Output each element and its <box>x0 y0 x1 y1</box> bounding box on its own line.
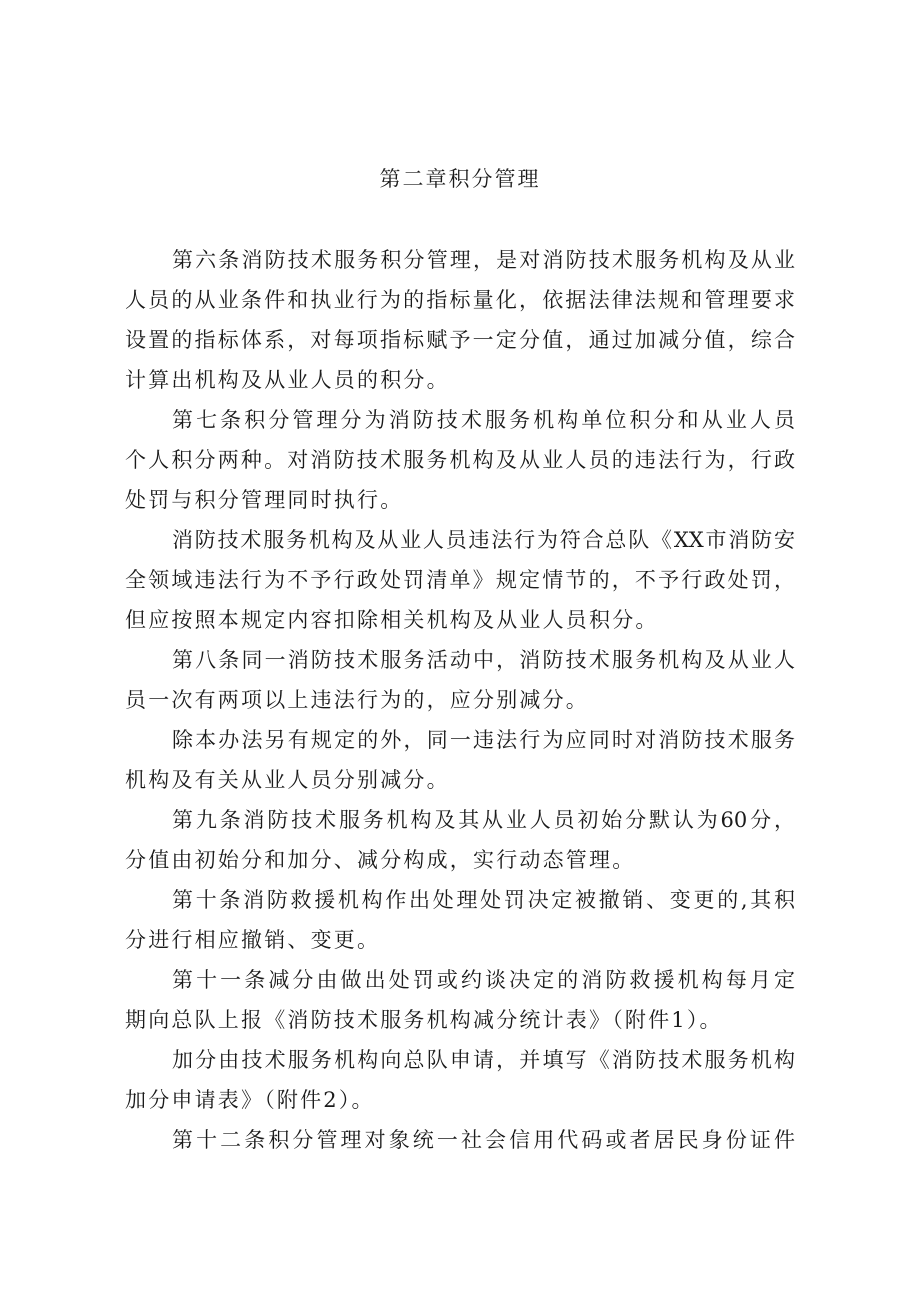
paragraph-line: 第九条消防技术服务机构及其从业人员初始分默认为60分， <box>172 808 795 832</box>
paragraph-line: 第八条同一消防技术服务活动中，消防技术服务机构及从业人 <box>172 648 795 672</box>
paragraph-line: 计算出机构及从业人员的积分。 <box>125 368 450 392</box>
paragraph-line: 第十一条减分由做出处罚或约谈决定的消防救援机构每月定 <box>172 968 795 992</box>
paragraph-line: 机构及有关从业人员分别减分。 <box>125 768 450 792</box>
paragraph-line: 员一次有两项以上违法行为的，应分别减分。 <box>125 688 589 712</box>
paragraph-line: 全领域违法行为不予行政处罚清单》规定情节的，不予行政处罚， <box>125 568 795 592</box>
paragraph-line: 第六条消防技术服务积分管理，是对消防技术服务机构及从业 <box>172 248 795 272</box>
paragraph-line: 个人积分两种。对消防技术服务机构及从业人员的违法行为，行政 <box>125 448 795 472</box>
paragraph-line: 加分申请表》（附件2）。 <box>125 1088 375 1112</box>
paragraph-line: 处罚与积分管理同时执行。 <box>125 488 404 512</box>
paragraph-line: 人员的从业条件和执业行为的指标量化，依据法律法规和管理要求 <box>125 288 795 312</box>
paragraph-line: 第十二条积分管理对象统一社会信用代码或者居民身份证件 <box>172 1128 795 1152</box>
paragraph-line: 期向总队上报《消防技术服务机构减分统计表》（附件1）。 <box>125 1008 723 1032</box>
chapter-title: 第二章积分管理 <box>379 167 541 191</box>
paragraph-line: 除本办法另有规定的外，同一违法行为应同时对消防技术服务 <box>172 728 795 752</box>
paragraph-line: 消防技术服务机构及从业人员违法行为符合总队《XX市消防安 <box>172 528 795 552</box>
paragraph-line: 设置的指标体系，对每项指标赋予一定分值，通过加减分值，综合 <box>125 328 795 352</box>
paragraph-line: 第七条积分管理分为消防技术服务机构单位积分和从业人员 <box>172 408 795 432</box>
paragraph-line: 第十条消防救援机构作出处理处罚决定被撤销、变更的,其积 <box>172 888 795 912</box>
paragraph-line: 加分由技术服务机构向总队申请，并填写《消防技术服务机构 <box>172 1048 795 1072</box>
paragraph-line: 分进行相应撤销、变更。 <box>125 928 381 952</box>
paragraph-line: 但应按照本规定内容扣除相关机构及从业人员积分。 <box>125 608 659 632</box>
paragraph-line: 分值由初始分和加分、减分构成，实行动态管理。 <box>125 848 636 872</box>
